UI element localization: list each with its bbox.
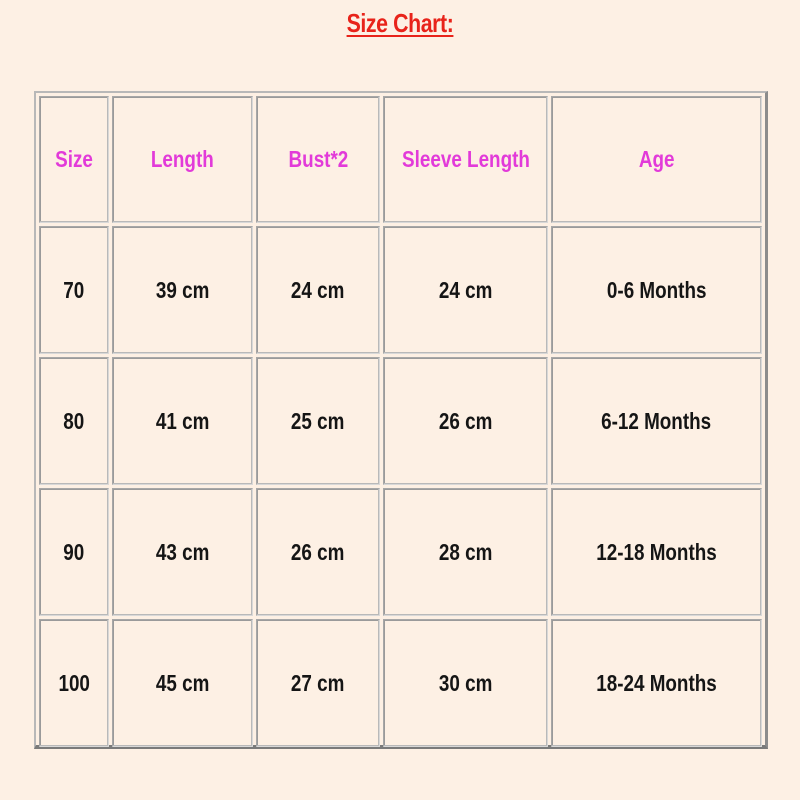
column-header-sleeve-length: Sleeve Length (383, 96, 548, 223)
cell-sleeve-length: 30 cm (383, 619, 548, 747)
cell-age: 0-6 Months (551, 226, 762, 354)
cell-length: 39 cm (112, 226, 253, 354)
cell-bust: 26 cm (256, 488, 380, 616)
column-header-size: Size (39, 96, 109, 223)
column-header-age: Age (551, 96, 762, 223)
table-row (39, 226, 762, 354)
cell-size: 100 (39, 619, 109, 747)
size-chart-table-container (34, 91, 768, 749)
table-row (39, 357, 762, 485)
table-header-row (39, 96, 762, 223)
cell-bust: 24 cm (256, 226, 380, 354)
cell-length: 45 cm (112, 619, 253, 747)
cell-sleeve-length: 24 cm (383, 226, 548, 354)
cell-bust: 25 cm (256, 357, 380, 485)
cell-bust: 27 cm (256, 619, 380, 747)
cell-size: 80 (39, 357, 109, 485)
cell-size: 70 (39, 226, 109, 354)
cell-sleeve-length: 26 cm (383, 357, 548, 485)
cell-size: 90 (39, 488, 109, 616)
cell-length: 41 cm (112, 357, 253, 485)
cell-length: 43 cm (112, 488, 253, 616)
column-header-bust: Bust*2 (256, 96, 380, 223)
cell-sleeve-length: 28 cm (383, 488, 548, 616)
size-chart-table (36, 93, 765, 750)
table-row (39, 619, 762, 747)
column-header-length: Length (112, 96, 253, 223)
cell-age: 6-12 Months (551, 357, 762, 485)
table-row (39, 488, 762, 616)
cell-age: 18-24 Months (551, 619, 762, 747)
page-title: Size Chart: (346, 8, 454, 38)
cell-age: 12-18 Months (551, 488, 762, 616)
